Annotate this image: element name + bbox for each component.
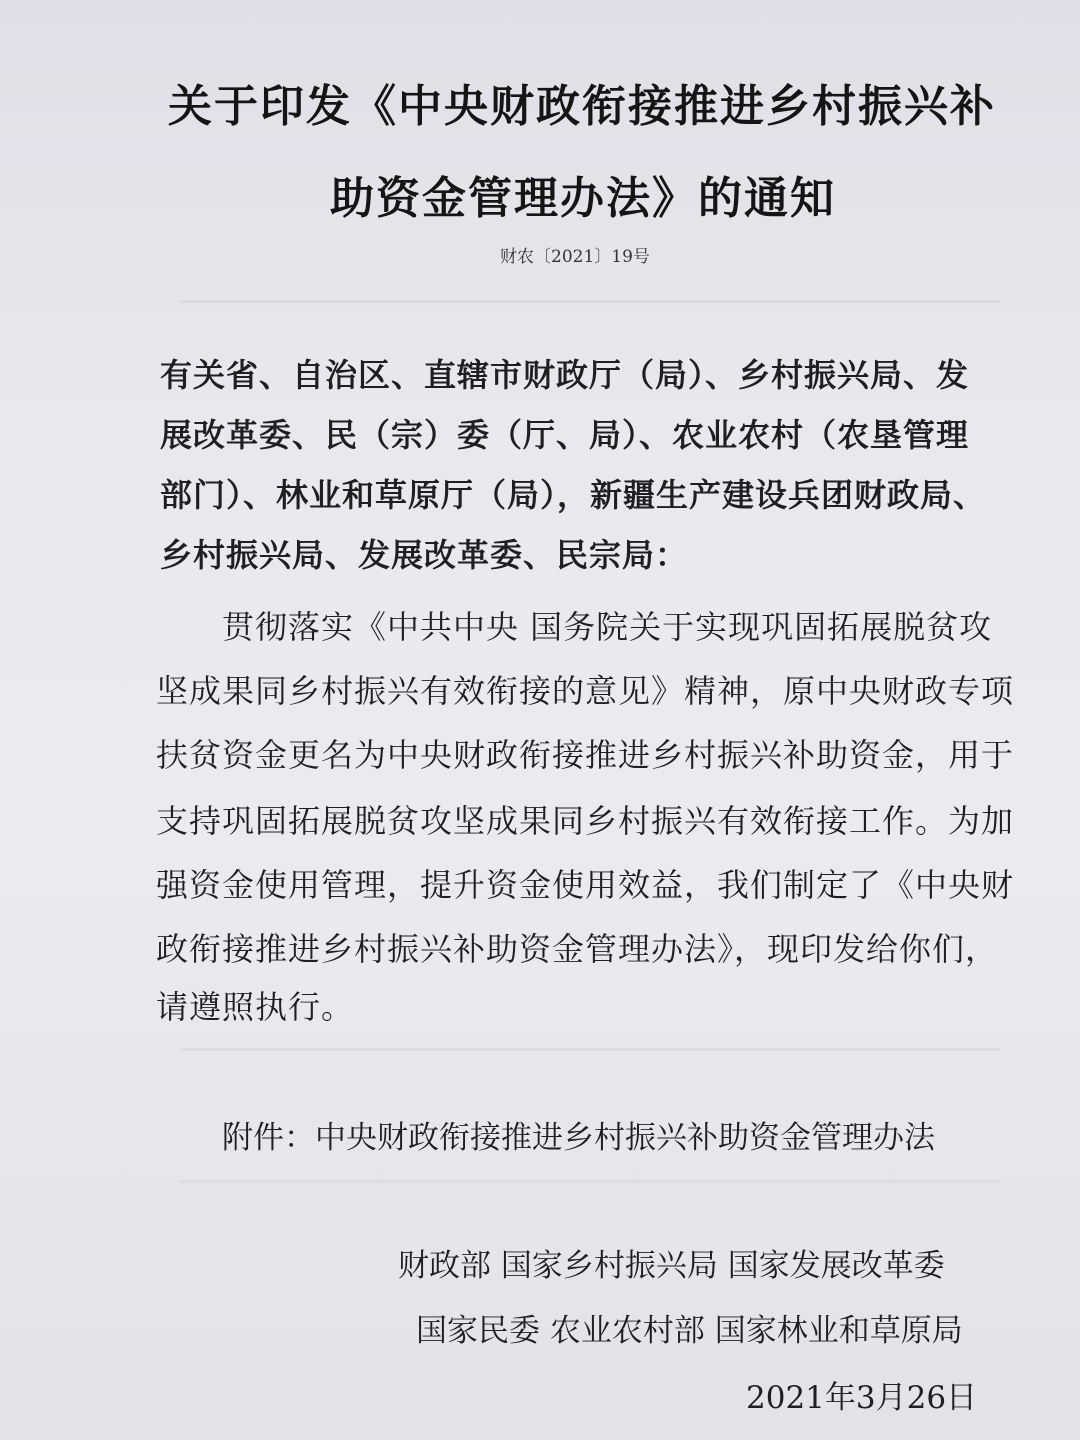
paragraph-line: 支持巩固拓展脱贫攻坚成果同乡村振兴有效衔接工作。为加: [156, 802, 1015, 840]
issue-date: 2021年3月26日: [746, 1380, 978, 1416]
paragraph-line: 强资金使用管理，提升资金使用效益，我们制定了《中央财: [156, 866, 1015, 904]
addressee-line: 有关省、自治区、直辖市财政厅（局）、乡村振兴局、发: [160, 356, 970, 394]
document-number: 财农〔2021〕19号: [500, 247, 650, 267]
document-title-line-1: 关于印发《中央财政衔接推进乡村振兴补: [168, 81, 996, 132]
paragraph-line: 请遵照执行。: [156, 988, 355, 1026]
signers-line-2: 国家民委 农业农村部 国家林业和草原局: [416, 1313, 963, 1349]
paragraph-line: 扶贫资金更名为中央财政衔接推进乡村振兴补助资金，用于: [156, 736, 1015, 774]
addressee-line: 部门）、林业和草原厅（局），新疆生产建设兵团财政局、: [160, 476, 987, 514]
attachment-note: 附件：中央财政衔接推进乡村振兴补助资金管理办法: [222, 1120, 935, 1156]
paragraph-line: 坚成果同乡村振兴有效衔接的意见》精神，原中央财政专项: [156, 672, 1015, 710]
paragraph-line: 政衔接推进乡村振兴补助资金管理办法》，现印发给你们，: [156, 930, 999, 968]
paragraph-line: 贯彻落实《中共中央 国务院关于实现巩固拓展脱贫攻: [222, 608, 993, 646]
addressee-line: 乡村振兴局、发展改革委、民宗局：: [160, 536, 689, 574]
bleed-through-line: [180, 1180, 1000, 1183]
bleed-through-line: [180, 300, 1000, 303]
addressee-line: 展改革委、民（宗）委（厅、局）、农业农村（农垦管理: [160, 416, 970, 454]
bleed-through-line: [180, 1048, 1000, 1051]
signers-line-1: 财政部 国家乡村振兴局 国家发展改革委: [398, 1248, 945, 1284]
document-title-line-2: 助资金管理办法》的通知: [330, 173, 836, 224]
